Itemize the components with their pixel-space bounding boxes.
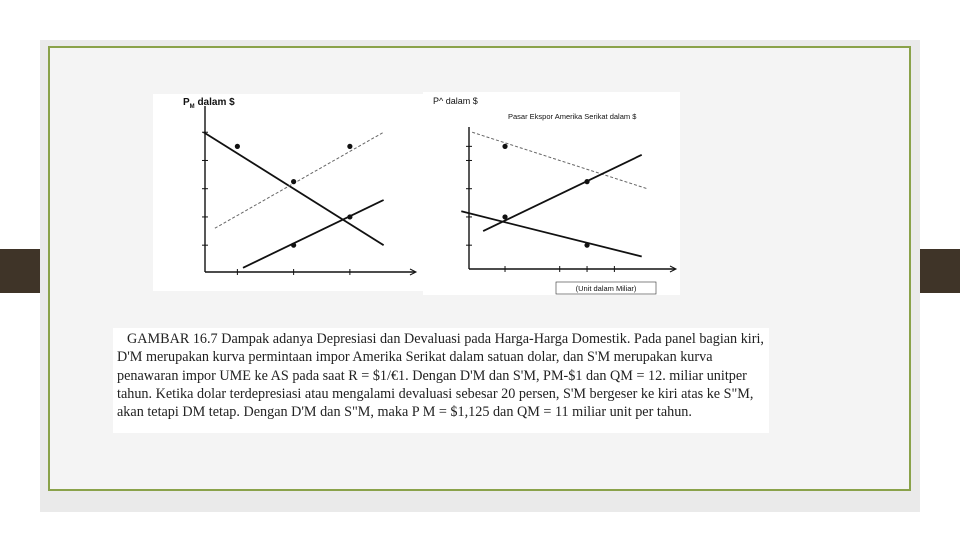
left-panel-header: P^ dalam $: [433, 96, 478, 106]
curve-dm-line: [204, 132, 384, 245]
caption-text: GAMBAR 16.7 Dampak adanya Depresiasi dan Devaluasi pada Harga-Harga Domestik. Pada panel bagian kiri, D'M merupakan kurva permintaan impor Amerika Serikat dalam satuan dolar, dan S'M merupakan kurva penawaran impor UME ke AS pada saat R = $1/€1. Dengan D'M dan S'M, PM-$1 dan QM = 12. miliar unitper tahun. Ketika dolar terdepresiasi atau mengalami devaluasi sebesar 20 persen, S'M bergeser ke kiri atas ke S"M, akan tetapi DM tetap. Dengan D'M dan S"M, maka P M = $1,125 dan QM = 11 miliar unit per tahun.: [117, 331, 764, 421]
equilibrium-point: [502, 214, 507, 219]
y-axis-label: $P_M$ dalam $: [183, 97, 235, 110]
right-panel-header: Pasar Ekspor Amerika Serikat dalam $: [508, 112, 637, 121]
curve-sx-line: [483, 155, 642, 231]
curve-sm-line: [243, 200, 384, 268]
left-chart-panel: [153, 94, 423, 291]
equilibrium-point: [235, 144, 240, 149]
curve-sm-line: [215, 132, 384, 228]
figure-caption: [113, 328, 769, 433]
right-x-axis-label: (Unit dalam Miliar): [575, 284, 637, 293]
equilibrium-point: [502, 144, 507, 149]
equilibrium-point: [347, 214, 352, 219]
equilibrium-point: [584, 179, 589, 184]
equilibrium-point: [291, 243, 296, 248]
import-market-chart: [153, 94, 423, 291]
curve-dx-line: [461, 211, 641, 256]
equilibrium-point: [584, 243, 589, 248]
equilibrium-point: [347, 144, 352, 149]
curve-dm-line: [472, 132, 647, 188]
right-chart-panel: [423, 92, 680, 295]
export-market-chart: [423, 92, 680, 295]
equilibrium-point: [291, 179, 296, 184]
